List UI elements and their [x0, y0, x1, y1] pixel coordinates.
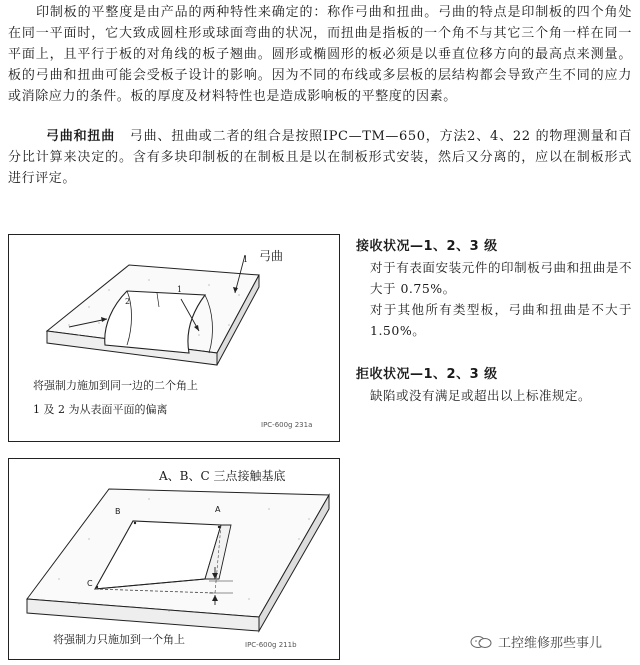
bow-marker-2: 2: [125, 297, 131, 306]
twist-figure: [8, 458, 340, 660]
point-a-label: A: [215, 505, 221, 514]
wechat-icon: [470, 635, 492, 649]
twist-caption: 将强制力只施加到一个角上: [53, 633, 185, 646]
watermark-text: 工控维修那些事儿: [498, 636, 603, 651]
twist-figure-code: IPC-600g 211b: [245, 641, 297, 649]
bow-twist-section: [8, 126, 632, 189]
bow-marker-1b: 1: [177, 285, 183, 294]
rejection-section: [356, 364, 632, 406]
acceptance-line2: 对于其他所有类型板，弓曲和扭曲是不大于 1.50%。: [370, 302, 632, 338]
acceptance-line1: 对于有表面安装元件的印制板弓曲和扭曲是不大于 0.75%。: [370, 260, 632, 296]
acceptance-heading: 接收状况—1、2、3 级: [356, 239, 498, 254]
bow-title: 弓曲: [259, 249, 284, 263]
bow-marker-1: 1: [243, 255, 249, 264]
acceptance-section: [356, 236, 632, 341]
bow-twist-text: 弓曲、扭曲或二者的组合是按照IPC—TM—650，方法2、4、22 的物理测量和百分比计算来决定的。含有多块印制板的在制板且是以在制板形式安装，然后又分离的，应以在制板形式进行评定。: [8, 129, 632, 186]
rejection-heading: 拒收状况—1、2、3 级: [356, 367, 498, 382]
twist-title: A、B、C 三点接触基底: [159, 469, 286, 483]
bow-twist-heading: 弓曲和扭曲: [46, 129, 115, 144]
bow-caption-line2: 1 及 2 为从表面平面的偏离: [33, 403, 168, 416]
bow-figure: [8, 234, 340, 442]
point-c-label: C: [87, 579, 93, 588]
intro-paragraph: 印制板的平整度是由产品的两种特性来确定的：称作弓曲和扭曲。弓曲的特点是印制板的四个角处在同一平面时，它大致成圆柱形或球面弯曲的状况，而扭曲是指板的一个角不与其它三个角一样在同一平面上，且平行于板的对角线的板子翘曲。圆形或椭圆形的板必须是以垂直位移方向的最高点来测量。板的弓曲和扭曲可能会受板子设计的影响。因为不同的布线或多层板的层结构都会导致产生不同的应力或消除应力的条件。板的厚度及材料特性也是造成影响板的平整度的因素。: [8, 5, 632, 104]
bow-caption-line1: 将强制力施加到同一边的二个角上: [33, 379, 198, 392]
bow-figure-code: IPC-600g 231a: [261, 421, 313, 429]
twist-diagram: [9, 459, 339, 659]
watermark: [470, 632, 602, 651]
point-b-label: B: [115, 507, 121, 516]
rejection-line1: 缺陷或没有满足或超出以上标准规定。: [370, 388, 592, 403]
